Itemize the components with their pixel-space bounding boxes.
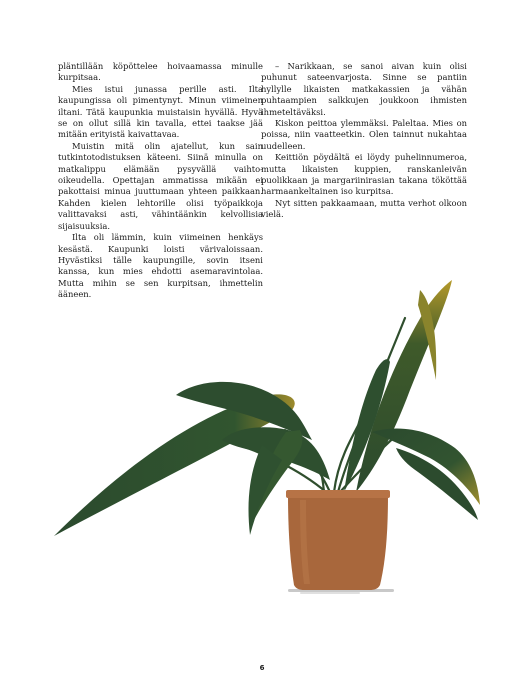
paragraph: – Narikkaan, se sanoi aivan kuin olisi puhunut sateenvarjosta. Sinne se pantiin hyllylle likaisten matkakassien ja vähän puhtaampien salkkujen joukkoon ihmisten ihmeteltäväksi. bbox=[261, 61, 467, 117]
pot-rim bbox=[286, 490, 390, 498]
paragraph: Mies istui junassa perille asti. Ilta kaupungissa oli pimentynyt. Minun viimeinen iltani. Tätä kaupunkia muistaisin hyvällä. Hyvä se on ollut sillä kin tavalla, ettei taakse jää mitään erityistä kaivattavaa. bbox=[58, 83, 263, 140]
paragraph: Muistin mitä olin ajatellut, kun sain tutkintotodistuksen käteeni. Siinä minulla on matkalippu elämään pysyvällä vaihto-oikeudella. Opettajan ammatissa mikään ei pakottaisi minua juuttumaan yhteen paikkaan. Kahden kielen lehtorille olisi työpaikkoja valittavaksi asti, vähintäänkin kelvollisia sijaisuuksia. bbox=[58, 140, 263, 231]
right-text-column bbox=[261, 61, 467, 221]
potted-plant-illustration bbox=[0, 270, 524, 610]
paragraph: Kiskon peittoa ylemmäksi. Paleltaa. Mies on poissa, niin vaatteetkin. Olen tainnut nukahtaa uudelleen. bbox=[261, 118, 467, 151]
paragraph: Ilta oli lämmin, kuin viimeinen henkäys kesästä. Kaupunki loisti värivaloissaan. Hyvästiksi tälle kaupungille, sovin itseni kanssa, kun mies ehdotti asemaravintolaa. Mutta mihin se sen kurpitsan, ihmettelin ääneen. bbox=[58, 232, 263, 300]
paragraph: Nyt sitten pakkaamaan, mutta verhot olkoon vielä. bbox=[261, 197, 467, 220]
page-number: 6 bbox=[259, 664, 265, 672]
paragraph: pläntillään köpöttelee hoivaamassa minulle kurpitsaa. bbox=[58, 61, 263, 83]
pot-shadow-accent bbox=[300, 592, 360, 594]
leaf-center-small bbox=[249, 445, 283, 535]
paragraph: Keittiön pöydältä ei löydy puhelinnumeroa, mutta likaisten kuppien, ranskanleivän puolikkaan ja margariinirasian takana tököttää harmaankeltainen iso kurpitsa. bbox=[261, 152, 467, 197]
left-text-column bbox=[58, 61, 263, 301]
